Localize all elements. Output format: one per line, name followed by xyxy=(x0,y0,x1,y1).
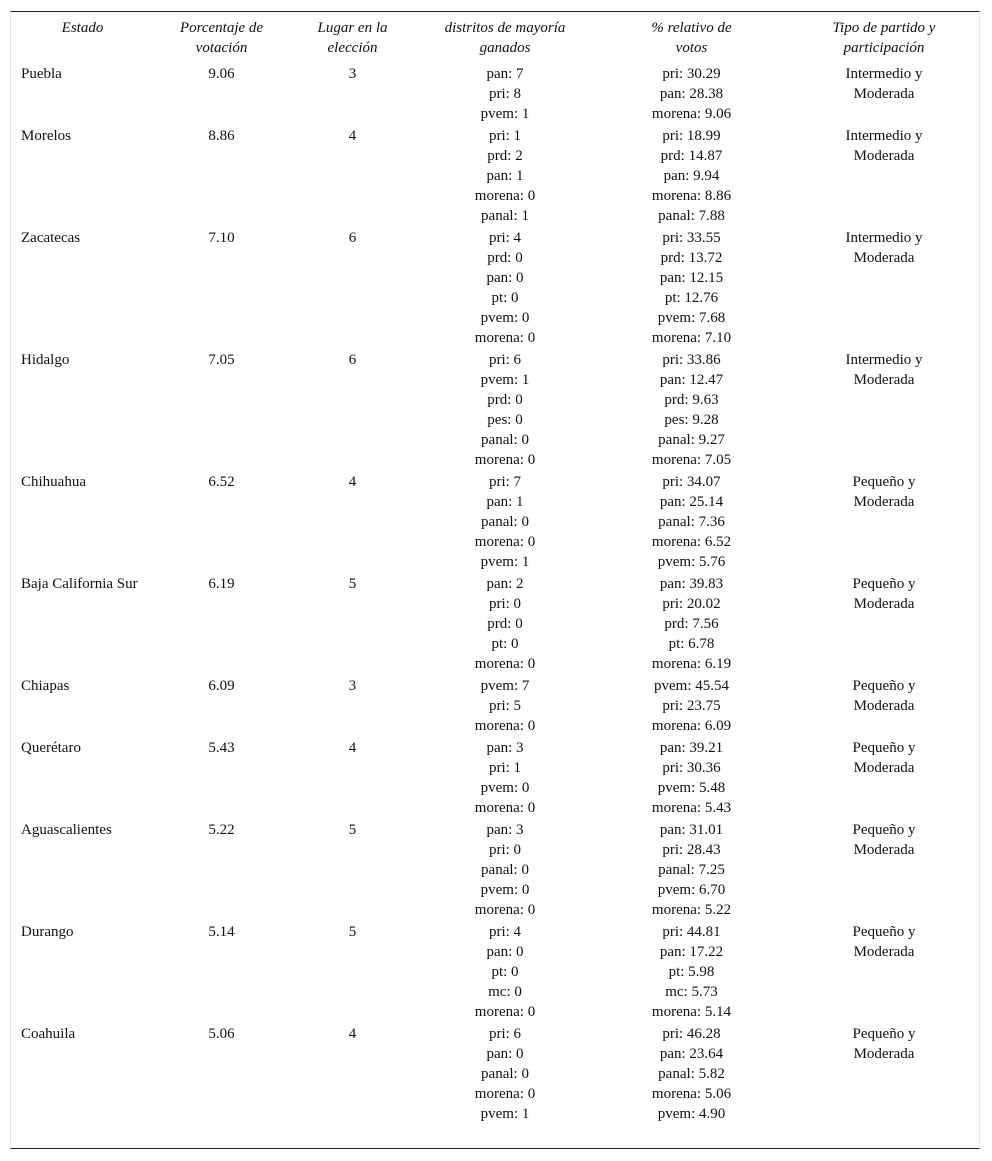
distrito-line: pri: 0 xyxy=(488,596,522,612)
cell-porcentaje: 9.06 xyxy=(208,66,235,82)
relativo-line: pvem: 4.90 xyxy=(657,1106,726,1122)
cell-distritos xyxy=(416,472,594,574)
distrito-line: pvem: 7 xyxy=(480,678,530,694)
table-row xyxy=(11,64,979,126)
distrito-line: pri: 0 xyxy=(488,842,522,858)
cell-relativo xyxy=(594,1024,789,1126)
cell-distritos xyxy=(416,574,594,676)
relativo-line: pri: 34.07 xyxy=(662,474,721,490)
cell-distritos xyxy=(416,738,594,820)
cell-estado: Coahuila xyxy=(21,1026,76,1042)
distrito-line: pan: 0 xyxy=(486,944,524,960)
distrito-line: pri: 4 xyxy=(488,924,522,940)
relativo-line: morena: 6.19 xyxy=(651,656,732,672)
tipo-text: Pequeño y Moderada xyxy=(852,740,916,776)
distrito-line: morena: 0 xyxy=(474,718,536,734)
cell-estado: Chihuahua xyxy=(21,474,86,490)
cell-lugar: 3 xyxy=(348,66,357,82)
tipo-text: Pequeño y Moderada xyxy=(852,474,916,510)
distrito-line: prd: 0 xyxy=(487,392,523,408)
distrito-line: pan: 3 xyxy=(486,822,524,838)
cell-lugar: 4 xyxy=(348,128,357,144)
distrito-line: pri: 4 xyxy=(488,230,522,246)
cell-lugar: 4 xyxy=(348,740,357,756)
cell-porcentaje: 6.52 xyxy=(208,474,235,490)
relativo-line: pvem: 5.76 xyxy=(657,554,726,570)
distrito-line: pri: 7 xyxy=(488,474,522,490)
table-row xyxy=(11,676,979,738)
distrito-line: pan: 0 xyxy=(486,1046,524,1062)
relativo-line: pan: 17.22 xyxy=(659,944,724,960)
table-row xyxy=(11,922,979,1024)
relativo-line: morena: 6.52 xyxy=(651,534,732,550)
distrito-line: pvem: 1 xyxy=(480,106,530,122)
distrito-line: pvem: 0 xyxy=(480,310,530,326)
table-row xyxy=(11,350,979,472)
relativo-line: pvem: 45.54 xyxy=(654,678,729,694)
relativo-line: morena: 7.10 xyxy=(651,330,732,346)
table-header-row xyxy=(11,12,979,64)
relativo-line: pvem: 5.48 xyxy=(657,780,726,796)
relativo-line: pri: 46.28 xyxy=(662,1026,721,1042)
distrito-line: pvem: 1 xyxy=(480,1106,530,1122)
cell-distritos xyxy=(416,1024,594,1126)
cell-lugar: 3 xyxy=(348,678,357,694)
cell-relativo xyxy=(594,64,789,126)
relativo-line: morena: 6.09 xyxy=(651,718,732,734)
relativo-line: pes: 9.28 xyxy=(664,412,719,428)
table-body xyxy=(11,64,979,1126)
distrito-line: morena: 0 xyxy=(474,534,536,550)
cell-relativo xyxy=(594,922,789,1024)
relativo-line: panal: 7.36 xyxy=(658,514,725,530)
distrito-line: pvem: 0 xyxy=(480,780,530,796)
cell-relativo xyxy=(594,820,789,922)
table-row xyxy=(11,126,979,228)
tipo-text: Pequeño y Moderada xyxy=(852,1026,916,1062)
cell-lugar: 6 xyxy=(348,230,357,246)
relativo-line: pan: 25.14 xyxy=(659,494,724,510)
cell-estado: Morelos xyxy=(21,128,71,144)
relativo-line: pvem: 6.70 xyxy=(657,882,726,898)
distrito-line: prd: 0 xyxy=(487,250,523,266)
tipo-text: Pequeño y Moderada xyxy=(852,576,916,612)
cell-relativo xyxy=(594,738,789,820)
cell-tipo xyxy=(789,126,979,228)
relativo-line: pri: 30.29 xyxy=(662,66,721,82)
distrito-line: pvem: 1 xyxy=(480,554,530,570)
cell-tipo xyxy=(789,350,979,472)
cell-tipo xyxy=(789,676,979,738)
results-table-frame xyxy=(10,11,980,1149)
relativo-line: prd: 14.87 xyxy=(660,148,723,164)
distrito-line: panal: 0 xyxy=(481,862,529,878)
distrito-line: morena: 0 xyxy=(474,800,536,816)
relativo-line: pan: 39.83 xyxy=(659,576,724,592)
cell-relativo xyxy=(594,472,789,574)
tipo-text: Intermedio y Moderada xyxy=(845,230,923,266)
distrito-line: morena: 0 xyxy=(474,656,536,672)
cell-estado: Querétaro xyxy=(21,740,81,756)
tipo-text: Pequeño y Moderada xyxy=(852,822,916,858)
header-porcentaje: Porcentaje de votación xyxy=(179,20,264,56)
relativo-line: pri: 44.81 xyxy=(662,924,721,940)
relativo-line: pan: 28.38 xyxy=(659,86,724,102)
distrito-line: pri: 6 xyxy=(488,1026,522,1042)
cell-lugar: 5 xyxy=(348,822,357,838)
distrito-line: pt: 0 xyxy=(491,964,519,980)
distrito-line: prd: 0 xyxy=(487,616,523,632)
cell-porcentaje: 5.22 xyxy=(208,822,235,838)
relativo-line: panal: 7.88 xyxy=(658,208,725,224)
distrito-line: panal: 0 xyxy=(481,432,529,448)
cell-distritos xyxy=(416,922,594,1024)
cell-estado: Chiapas xyxy=(21,678,70,694)
cell-tipo xyxy=(789,922,979,1024)
relativo-line: morena: 7.05 xyxy=(651,452,732,468)
cell-tipo xyxy=(789,64,979,126)
distrito-line: pri: 5 xyxy=(488,698,522,714)
relativo-line: panal: 7.25 xyxy=(658,862,725,878)
distrito-line: pvem: 0 xyxy=(480,882,530,898)
table-row xyxy=(11,820,979,922)
distrito-line: pri: 1 xyxy=(488,760,522,776)
distrito-line: morena: 0 xyxy=(474,902,536,918)
tipo-text: Intermedio y Moderada xyxy=(845,128,923,164)
relativo-line: pan: 31.01 xyxy=(659,822,724,838)
relativo-line: prd: 13.72 xyxy=(660,250,723,266)
distrito-line: panal: 0 xyxy=(481,1066,529,1082)
relativo-line: prd: 9.63 xyxy=(664,392,719,408)
distrito-line: pvem: 1 xyxy=(480,372,530,388)
table-row xyxy=(11,228,979,350)
cell-tipo xyxy=(789,574,979,676)
cell-estado: Hidalgo xyxy=(21,352,70,368)
distrito-line: morena: 0 xyxy=(474,1086,536,1102)
cell-estado: Durango xyxy=(21,924,74,940)
cell-porcentaje: 5.43 xyxy=(208,740,235,756)
distrito-line: pan: 7 xyxy=(486,66,524,82)
relativo-line: morena: 9.06 xyxy=(651,106,732,122)
cell-distritos xyxy=(416,126,594,228)
table-row xyxy=(11,472,979,574)
header-estado: Estado xyxy=(61,20,104,36)
relativo-line: morena: 8.86 xyxy=(651,188,732,204)
distrito-line: morena: 0 xyxy=(474,1004,536,1020)
distrito-line: pan: 0 xyxy=(486,270,524,286)
relativo-line: pri: 23.75 xyxy=(662,698,721,714)
relativo-line: morena: 5.22 xyxy=(651,902,732,918)
distrito-line: pes: 0 xyxy=(487,412,523,428)
relativo-line: pri: 33.55 xyxy=(662,230,721,246)
relativo-line: pt: 12.76 xyxy=(664,290,719,306)
cell-lugar: 6 xyxy=(348,352,357,368)
cell-tipo xyxy=(789,1024,979,1126)
distrito-line: pri: 8 xyxy=(488,86,522,102)
distrito-line: panal: 1 xyxy=(481,208,529,224)
cell-tipo xyxy=(789,738,979,820)
header-tipo: Tipo de partido y participación xyxy=(832,20,936,56)
distrito-line: mc: 0 xyxy=(488,984,522,1000)
cell-estado: Zacatecas xyxy=(21,230,81,246)
cell-estado: Baja California Sur xyxy=(21,576,138,592)
relativo-line: pt: 5.98 xyxy=(668,964,715,980)
distrito-line: morena: 0 xyxy=(474,452,536,468)
header-lugar: Lugar en la elección xyxy=(317,20,388,56)
cell-tipo xyxy=(789,472,979,574)
cell-distritos xyxy=(416,676,594,738)
relativo-line: pan: 39.21 xyxy=(659,740,724,756)
distrito-line: pt: 0 xyxy=(491,290,519,306)
distrito-line: morena: 0 xyxy=(474,330,536,346)
cell-porcentaje: 6.09 xyxy=(208,678,235,694)
distrito-line: pan: 3 xyxy=(486,740,524,756)
relativo-line: morena: 5.06 xyxy=(651,1086,732,1102)
relativo-line: prd: 7.56 xyxy=(664,616,719,632)
relativo-line: pvem: 7.68 xyxy=(657,310,726,326)
election-results-table xyxy=(11,12,979,1126)
relativo-line: mc: 5.73 xyxy=(665,984,718,1000)
table-row xyxy=(11,1024,979,1126)
distrito-line: pri: 6 xyxy=(488,352,522,368)
relativo-line: pan: 23.64 xyxy=(659,1046,724,1062)
relativo-line: panal: 9.27 xyxy=(658,432,725,448)
distrito-line: pt: 0 xyxy=(491,636,519,652)
relativo-line: panal: 5.82 xyxy=(658,1066,725,1082)
cell-porcentaje: 7.05 xyxy=(208,352,235,368)
relativo-line: pan: 12.47 xyxy=(659,372,724,388)
cell-lugar: 5 xyxy=(348,576,357,592)
distrito-line: pan: 1 xyxy=(486,168,524,184)
relativo-line: pri: 18.99 xyxy=(662,128,721,144)
distrito-line: pan: 2 xyxy=(486,576,524,592)
distrito-line: pan: 1 xyxy=(486,494,524,510)
relativo-line: morena: 5.14 xyxy=(651,1004,732,1020)
relativo-line: pri: 20.02 xyxy=(662,596,721,612)
table-row xyxy=(11,574,979,676)
header-relativo: % relativo de votos xyxy=(651,20,732,56)
distrito-line: panal: 0 xyxy=(481,514,529,530)
relativo-line: pan: 12.15 xyxy=(659,270,724,286)
tipo-text: Intermedio y Moderada xyxy=(845,66,923,102)
table-row xyxy=(11,738,979,820)
cell-distritos xyxy=(416,820,594,922)
cell-lugar: 4 xyxy=(348,474,357,490)
cell-porcentaje: 8.86 xyxy=(208,128,235,144)
tipo-text: Pequeño y Moderada xyxy=(852,678,916,714)
relativo-line: pt: 6.78 xyxy=(668,636,715,652)
cell-relativo xyxy=(594,126,789,228)
cell-lugar: 4 xyxy=(348,1026,357,1042)
header-distritos: distritos de mayoría ganados xyxy=(444,20,566,56)
cell-relativo xyxy=(594,676,789,738)
relativo-line: pri: 33.86 xyxy=(662,352,721,368)
distrito-line: morena: 0 xyxy=(474,188,536,204)
cell-relativo xyxy=(594,574,789,676)
cell-porcentaje: 5.06 xyxy=(208,1026,235,1042)
relativo-line: pri: 28.43 xyxy=(662,842,721,858)
cell-porcentaje: 6.19 xyxy=(208,576,235,592)
cell-relativo xyxy=(594,228,789,350)
cell-estado: Aguascalientes xyxy=(21,822,112,838)
cell-distritos xyxy=(416,350,594,472)
relativo-line: pri: 30.36 xyxy=(662,760,721,776)
cell-estado: Puebla xyxy=(21,66,62,82)
relativo-line: morena: 5.43 xyxy=(651,800,732,816)
cell-distritos xyxy=(416,228,594,350)
distrito-line: pri: 1 xyxy=(488,128,522,144)
tipo-text: Pequeño y Moderada xyxy=(852,924,916,960)
cell-porcentaje: 7.10 xyxy=(208,230,235,246)
cell-porcentaje: 5.14 xyxy=(208,924,235,940)
cell-distritos xyxy=(416,64,594,126)
cell-tipo xyxy=(789,228,979,350)
relativo-line: pan: 9.94 xyxy=(663,168,720,184)
cell-tipo xyxy=(789,820,979,922)
tipo-text: Intermedio y Moderada xyxy=(845,352,923,388)
cell-relativo xyxy=(594,350,789,472)
distrito-line: prd: 2 xyxy=(487,148,523,164)
cell-lugar: 5 xyxy=(348,924,357,940)
